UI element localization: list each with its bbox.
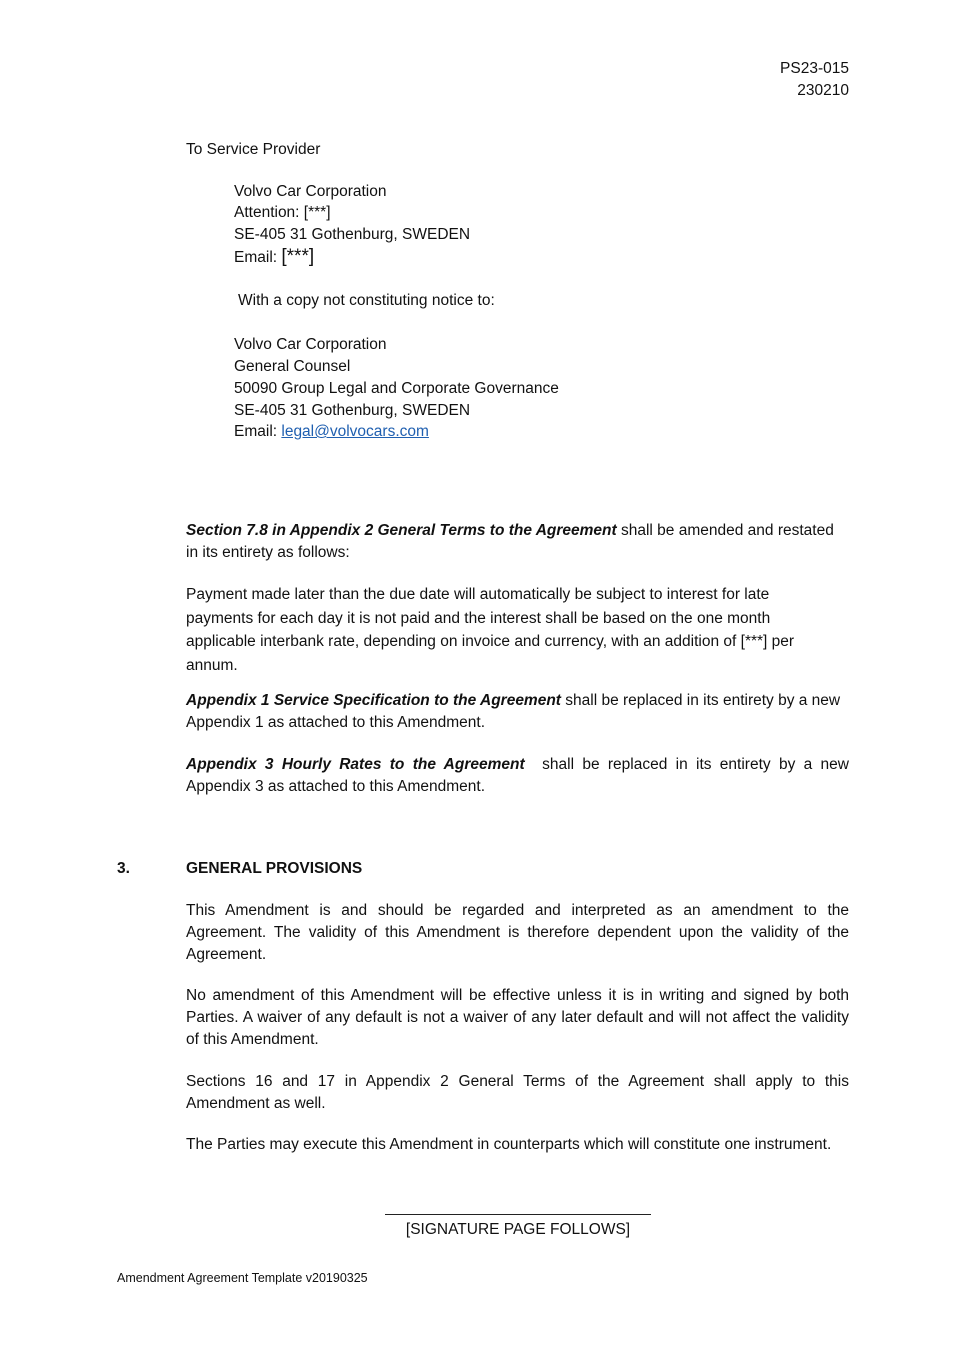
copy-department: 50090 Group Legal and Corporate Governance (234, 380, 559, 397)
legal-email-link[interactable]: legal@volvocars.com (281, 423, 429, 440)
appendix-1-title: Appendix 1 Service Specification to the Agreement (186, 692, 561, 709)
primary-email-label: Email: (234, 249, 282, 266)
copy-email-label: Email: (234, 423, 282, 440)
appendix-3-title: Appendix 3 Hourly Rates to the Agreement (186, 756, 525, 773)
general-provisions-para1: This Amendment is and should be regarded and interpreted as an amendment to the Agreement. The validity of this Amendment is therefore dependent upon the validity of the Agreement. (186, 902, 849, 963)
general-provisions-para3: Sections 16 and 17 in Appendix 2 General Terms of the Agreement shall apply to this Amendment as well. (186, 1073, 849, 1112)
section-3-heading: GENERAL PROVISIONS (186, 860, 363, 877)
late-payment-line1: Payment made later than the due date will automatically be subject to interest for late (186, 586, 770, 603)
appendix-1-paragraph-line1 (186, 690, 840, 712)
copy-title: General Counsel (234, 358, 351, 375)
appendix-1-text: shall be replaced in its entirety by a new (560, 692, 841, 709)
appendix-3-paragraph-line2: Appendix 3 as attached to this Amendment. (186, 778, 485, 795)
section-7-8-text: shall be amended and restated (616, 522, 834, 539)
copy-notice-label: With a copy not constituting notice to: (238, 292, 495, 309)
section-3-number: 3. (117, 860, 130, 877)
appendix-3-text: shall be replaced in its entirety by a new (542, 756, 849, 773)
notice-to-label: To Service Provider (186, 141, 321, 158)
late-payment-paragraph (186, 583, 794, 677)
reference-number: PS23-015 (780, 60, 849, 77)
signature-divider (385, 1214, 651, 1215)
section-7-8-title: Section 7.8 in Appendix 2 General Terms to the Agreement (186, 522, 617, 539)
general-provisions-para2: No amendment of this Amendment will be effective unless it is in writing and signed by both Parties. A waiver of any default is not a waiver of any later default and will not affect the validity of this Amendment. (186, 987, 849, 1048)
appendix-1-paragraph-line2: Appendix 1 as attached to this Amendment. (186, 714, 485, 731)
footer-template-name: Amendment Agreement Template v20190325 (117, 1271, 368, 1285)
primary-attention: Attention: [***] (234, 204, 331, 221)
primary-email-value: [***] (281, 246, 315, 267)
reference-date: 230210 (797, 82, 849, 99)
copy-company: Volvo Car Corporation (234, 336, 387, 353)
late-payment-line3: applicable interbank rate, depending on invoice and currency, with an addition of [***] per (186, 633, 795, 650)
copy-address: SE-405 31 Gothenburg, SWEDEN (234, 402, 471, 419)
section-7-8-paragraph-line2: in its entirety as follows: (186, 544, 350, 561)
general-provisions-para4: The Parties may execute this Amendment in counterparts which will constitute one instrument. (186, 1136, 832, 1153)
primary-company: Volvo Car Corporation (234, 183, 387, 200)
late-payment-line4: annum. (186, 656, 238, 674)
section-7-8-paragraph-line1 (186, 520, 834, 542)
primary-email (234, 246, 314, 269)
appendix-3-paragraph-line1 (186, 754, 849, 776)
copy-email (234, 421, 429, 443)
signature-page-note: [SIGNATURE PAGE FOLLOWS] (405, 1221, 631, 1238)
primary-address: SE-405 31 Gothenburg, SWEDEN (234, 226, 471, 243)
late-payment-line2: payments for each day it is not paid and the interest shall be based on the one month (186, 609, 771, 627)
